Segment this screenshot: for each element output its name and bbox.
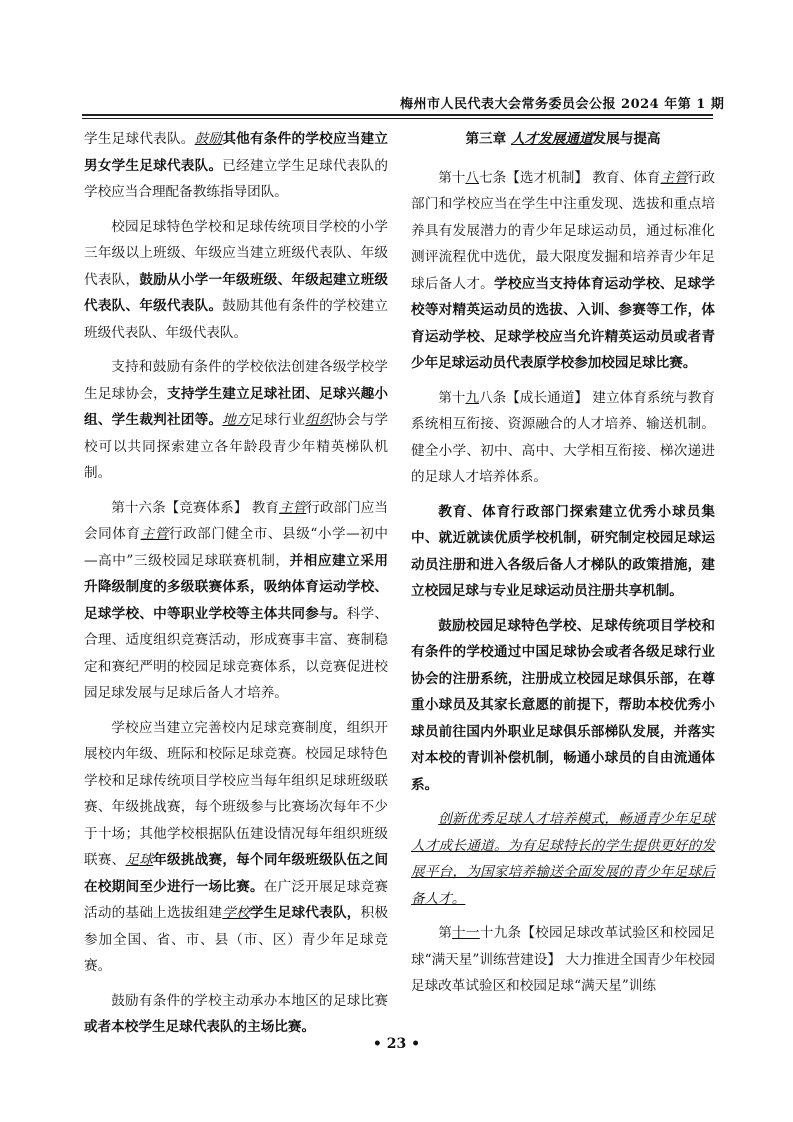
amended-bold-text: 其他有条件的学校应当建立男女学生足球代表队。	[84, 131, 389, 174]
amended-bold-text: 并相应建立采用升降级制度的多级联赛体系，吸纳体育运动学校、足球学校、中等职业学校等主体共同参与。	[84, 552, 388, 622]
text-run: 积极参加全国、省、市、县（市、区）青少年足球竞赛。	[84, 905, 389, 974]
article-16-competition-system	[84, 495, 388, 707]
text-run: 已经建立学生足球代表队的学校应当合理配备教练指导团队。	[84, 157, 389, 200]
text-run: 行政部门应当会同体育	[84, 499, 388, 542]
amended-text: 学校	[222, 905, 250, 921]
paragraph-class-teams	[84, 214, 388, 347]
paragraph-registration-mechanism: 教育、体育行政部门探索建立优秀小球员集中、就近就读优质学校机制，研究制定校园足球运动员注册和进入各级后备人才梯队的政策措施，建立校园足球与专业足球运动员注册共享机制。	[411, 503, 715, 599]
paragraph-school-competitions	[84, 715, 388, 980]
amended-text: 主管	[140, 526, 169, 542]
header-rule-thin	[82, 118, 713, 119]
text-run: 校园足球特色学校和足球传统项目学校的小学三年级以上班级、年级应当建立班级代表队、年级代表队，	[84, 218, 388, 288]
amended-text: 鼓励	[194, 131, 223, 147]
right-column	[411, 126, 715, 1008]
text-run: 行政部门健全市、县级“小学—初中—高中”三级校园足球联赛机制，	[84, 526, 389, 569]
bulletin-header: 梅州市人民代表大会常务委员会公报 2024 年第 1 期	[400, 97, 725, 112]
amended-text: 九	[465, 389, 480, 406]
text-run: 十九条	[479, 925, 522, 941]
page-number: • 23 •	[372, 1036, 421, 1052]
text-run: 八条【成长通道】 建立体育系统与教育系统相互衔接、资源融合的人才培养、输送机制。健全小学、初中、高中、大学相互衔接、梯次递进的足球人才培养体系。	[411, 389, 715, 485]
amended-bold-text: 学校应当支持体育运动学校、足球学校等对精英运动员的选拔、入训、参赛等工作，体育运动学校、足球学校应当允许精英运动员或者青少年足球运动员代表原学校参加校园足球比赛。	[411, 275, 716, 371]
amended-text: 足球	[125, 852, 154, 868]
text-run: 七条【选才机制】 教育、体育	[479, 169, 661, 186]
amended-text: 主管	[279, 499, 307, 516]
amended-text: 八	[465, 169, 480, 186]
paragraph-host-matches	[84, 988, 388, 1041]
paragraph-talent-model: 创新优秀足球人才培养模式，畅通青少年足球人才成长通道。为有足球特长的学生提供更好的发展平台，为国家培养输送全面发展的青少年足球后备人才。	[411, 811, 715, 907]
text-run: 学生足球代表队。	[84, 131, 195, 147]
paragraph-school-clubs: 鼓励校园足球特色学校、足球传统项目学校和有条件的学校通过中国足球协会或者各级足球行业协会的注册系统，注册成立校园足球俱乐部，在尊重小球员及其家长意愿的前提下，帮助本校优秀小球员前往国内外职业足球俱乐部梯队发展，并落实对本校的青训补偿机制，畅通小球员的自由流通体系。	[411, 617, 715, 793]
amended-text: 地方	[222, 412, 250, 428]
header-rule-thick	[82, 114, 713, 116]
amended-text: 十一	[452, 925, 480, 941]
text-run: 行政部门和学校应当在学生中注重发现、选拔和重点培养具有发展潜力的青少年足球运动员，通过标准化测评流程优中选优，最大限度发掘和培养青少年足球后备人才。	[411, 169, 715, 292]
text-run: 科学、合理、适度组织竞赛活动，形成赛事丰富、赛制稳定和赛纪严明的校园足球竞赛体系，以竞赛促进校园足球发展与足球后备人才培养。	[84, 605, 389, 701]
text-run: 第十六条【竞赛体系】 教育	[111, 499, 280, 516]
amended-bold-text: 或者本校学生足球代表队的主场比赛。	[84, 1019, 316, 1035]
left-column	[84, 126, 388, 1049]
chapter-heading	[411, 126, 715, 153]
amended-text: 人才发展通道	[510, 131, 593, 147]
paragraph-student-association	[84, 354, 388, 487]
text-run: 鼓励有条件的学校主动承办本地区的足球比赛	[111, 992, 388, 1009]
text-run: 学校应当建立完善校内足球竞赛制度，组织开展校内年级、班际和校际足球竞赛。校园足球特色学校和足球传统项目学校应当每年组织足球班级联赛、年级挑战赛，每个班级参与比赛场次每年不少于十场；其他学校根据队伍建设情况每年组织班级联赛、	[84, 719, 388, 868]
text-run: 鼓励其他有条件的学校建立班级代表队、年级代表队。	[84, 298, 389, 341]
text-run: 支持和鼓励有条件的学校依法创建各级学校学生足球协会，	[84, 359, 388, 402]
article-17-talent-selection	[411, 165, 715, 377]
article-18-growth-channel	[411, 385, 715, 491]
amended-bold-text: 年级挑战赛，	[153, 852, 237, 868]
amended-bold-text: 鼓励从小学一年级班级、年级起建立班级代表队、年级代表队。	[84, 271, 389, 314]
text-run: 足球行业	[249, 412, 306, 428]
amended-text: 组织	[305, 412, 333, 428]
amended-bold-text: 每个同年级班级队伍之间在校期间至少进行一场比赛。	[84, 852, 389, 895]
amended-bold-text: 支持学生建立足球社团、足球兴趣小组、学生裁判社团等。	[84, 385, 389, 428]
chapter-number: 第三章	[465, 131, 511, 147]
text-run: 在广泛开展足球竞赛活动的基础上选拔组建	[84, 878, 389, 921]
text-run: 【校园足球改革试验区和校园足球“满天星”训练营建设】 大力推进全国青少年校园足球改革试验区和校园足球“满天星”训练	[411, 925, 716, 994]
chapter-title: 发展与提高	[592, 131, 661, 147]
text-run: 第十	[438, 169, 466, 186]
amended-bold-text: 学生足球代表队，	[249, 905, 361, 921]
text-run: 第十	[438, 389, 466, 406]
paragraph-team-formation	[84, 126, 388, 206]
article-19-pilot-zones	[411, 920, 715, 1000]
amended-text: 主管	[660, 169, 688, 186]
text-run: 第	[438, 925, 453, 941]
text-run: 协会与学校可以共同探索建立各年龄段青少年精英梯队机制。	[84, 412, 389, 481]
